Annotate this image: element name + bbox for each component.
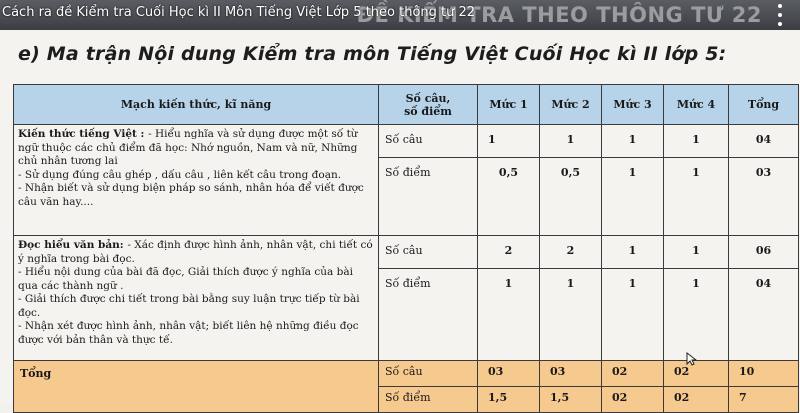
group-desc: - Hiểu nội dung của bài đã đọc, Giải thích được ý nghĩa của bài qua các thành ngữ .: [18, 266, 353, 292]
row-label: Số điểm: [379, 387, 478, 413]
group-vietnamese-knowledge: [14, 125, 379, 236]
cell-level-3: 1: [602, 125, 664, 158]
group-desc: - Giải thích được chi tiết trong bài bằng suy luận trực tiếp từ bài đọc.: [18, 293, 360, 319]
more-vertical-icon-dot: [778, 13, 782, 17]
video-title-bar: [0, 0, 800, 30]
group-reading-comprehension: [14, 236, 379, 361]
cell-level-4: 1: [664, 125, 729, 158]
cell-total: 7: [729, 387, 799, 413]
cell-level-2: 1: [540, 125, 602, 158]
cell-level-1: 1: [478, 269, 540, 361]
header-level-2: Mức 2: [540, 85, 602, 125]
header-total: Tổng: [729, 85, 799, 125]
cell-total: 10: [729, 361, 799, 387]
more-vertical-icon: [778, 4, 782, 8]
slide-heading: e) Ma trận Nội dung Kiểm tra môn Tiếng Việt Cuối Học kì II lớp 5:: [18, 43, 727, 65]
cell-level-4: 1: [664, 236, 729, 269]
cell-level-2: 1: [540, 269, 602, 361]
video-title[interactable]: Cách ra đề Kiểm tra Cuối Học kì II Môn Tiếng Việt Lớp 5 theo thông tư 22: [2, 5, 476, 20]
group-title: Kiến thức tiếng Việt :: [18, 128, 149, 140]
cell-level-3: 02: [602, 361, 664, 387]
table-header-row: [14, 85, 799, 125]
cell-level-2: 03: [540, 361, 602, 387]
header-count-line2: số điểm: [404, 104, 452, 118]
cell-level-1: 1: [478, 125, 540, 158]
cell-level-1: 1,5: [478, 387, 540, 413]
row-label: Số câu: [379, 125, 478, 158]
header-level-3: Mức 3: [602, 85, 664, 125]
mouse-pointer-icon: [686, 352, 698, 366]
group-title: Đọc hiểu văn bản:: [18, 239, 128, 251]
cell-level-4: 1: [664, 269, 729, 361]
cell-level-4: 1: [664, 158, 729, 236]
cell-level-3: 1: [602, 236, 664, 269]
group-desc: - Sử dụng đúng câu ghép , dấu câu , liên kết câu trong đoạn.: [18, 168, 342, 181]
row-label: Số điểm: [379, 269, 478, 361]
row-label: Số câu: [379, 236, 478, 269]
total-row: [14, 361, 799, 387]
test-matrix-table: [13, 84, 799, 413]
table-row: [14, 125, 799, 158]
group-desc: - Hiểu nghĩa và sử dụng được một số từ ngữ thuộc các chủ điểm đã học: Nhớ nguồn, Nam và nữ, Những chủ nhân tương lai: [18, 128, 358, 167]
row-label: Số điểm: [379, 158, 478, 236]
cell-level-2: 1,5: [540, 387, 602, 413]
more-vertical-icon-dot: [778, 22, 782, 26]
cell-total: 06: [729, 236, 799, 269]
cell-level-3: 1: [602, 158, 664, 236]
slide-banner-text: ĐỀ KIỂM TRA THEO THÔNG TƯ 22: [356, 3, 762, 27]
cell-total: 04: [729, 125, 799, 158]
header-count: [379, 85, 478, 125]
group-desc: - Nhận biết và sử dụng biện pháp so sánh, nhân hóa để viết được câu văn hay....: [18, 182, 364, 208]
header-content: Mạch kiến thức, kĩ năng: [14, 85, 379, 125]
group-desc: - Xác định được hình ảnh, nhân vật, chi tiết có ý nghĩa trong bài đọc.: [18, 239, 373, 265]
cell-level-4: 02: [664, 361, 729, 387]
header-level-4: Mức 4: [664, 85, 729, 125]
cell-total: 04: [729, 269, 799, 361]
table-row: [14, 236, 799, 269]
cell-level-2: 2: [540, 236, 602, 269]
cell-level-1: 2: [478, 236, 540, 269]
cell-total: 03: [729, 158, 799, 236]
group-desc: - Nhận xét được hình ảnh, nhân vật; biết liên hệ những điều đọc được với bản thân và thực tế.: [18, 320, 359, 346]
more-options-button[interactable]: [770, 4, 790, 26]
cell-level-1: 0,5: [478, 158, 540, 236]
total-label: Tổng: [14, 361, 379, 413]
cell-level-1: 03: [478, 361, 540, 387]
row-label: Số câu: [379, 361, 478, 387]
header-count-line1: Số câu,: [405, 91, 451, 105]
cell-level-3: 02: [602, 387, 664, 413]
header-level-1: Mức 1: [478, 85, 540, 125]
cell-level-3: 1: [602, 269, 664, 361]
cell-level-2: 0,5: [540, 158, 602, 236]
slide-content: [0, 30, 800, 405]
cell-level-4: 02: [664, 387, 729, 413]
